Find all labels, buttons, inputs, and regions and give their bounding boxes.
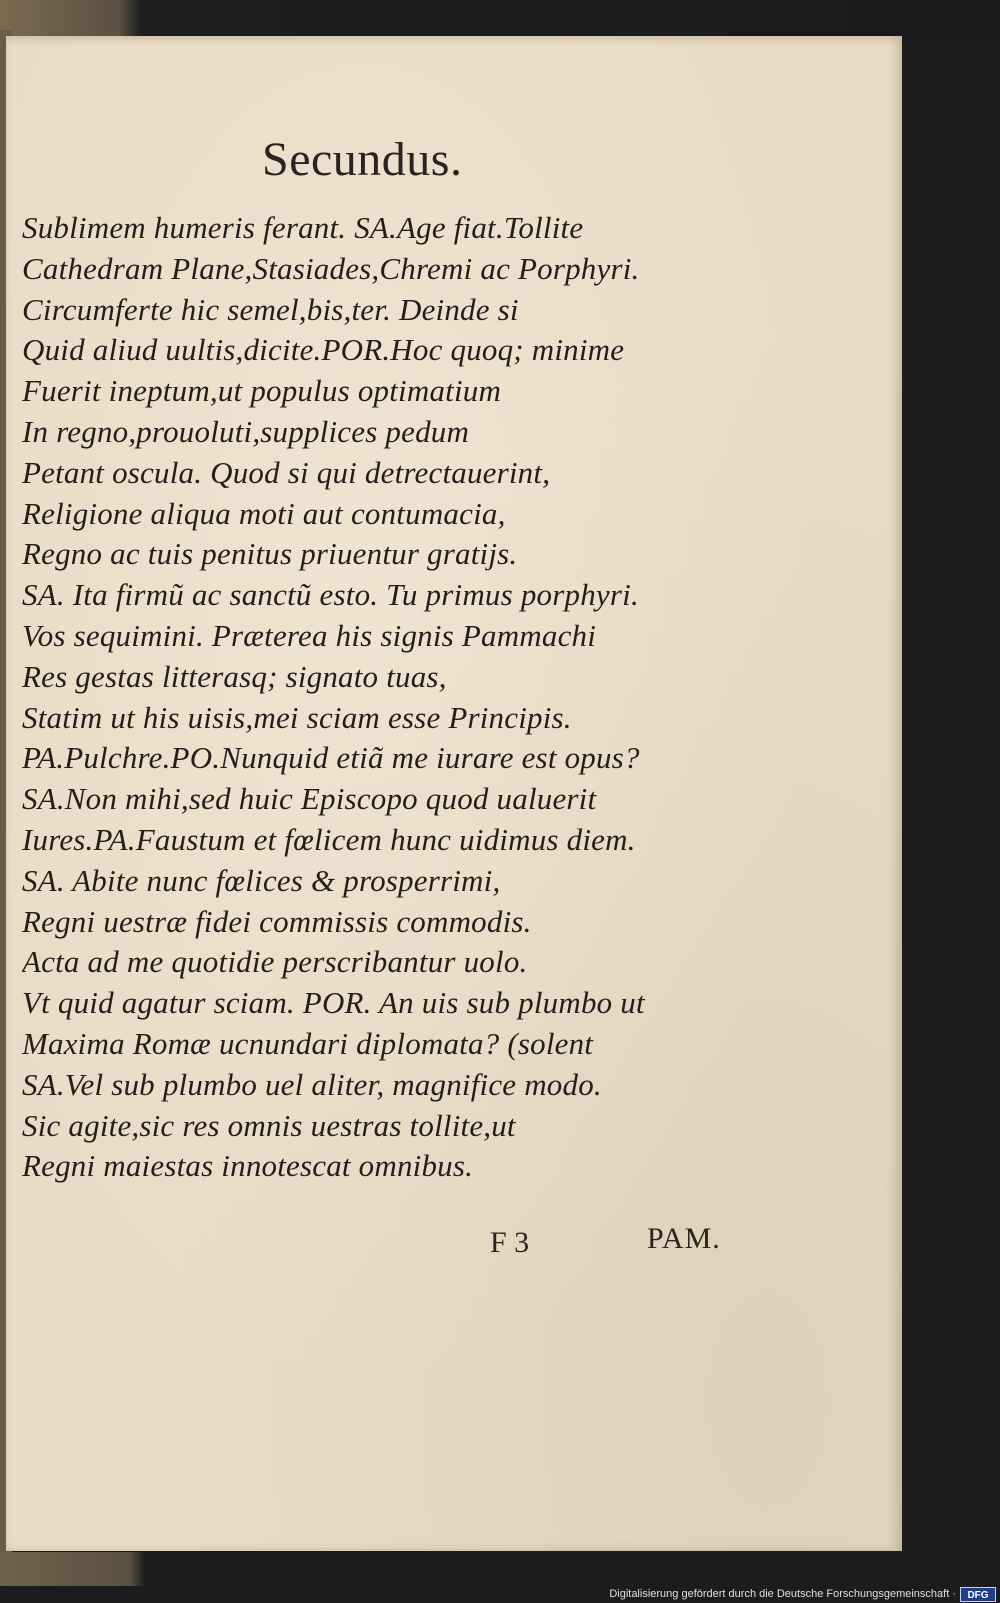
text-line: Petant oscula. Quod si qui detrectauerint, <box>22 454 551 490</box>
text-line: Circumferte hic semel,bis,ter. Deinde si <box>22 291 519 327</box>
text-line: SA.Vel sub plumbo uel aliter, magnifice modo. <box>22 1066 602 1102</box>
running-head: Secundus. <box>262 133 463 186</box>
text-line: Regni uestræ fidei commissis commodis. <box>22 903 532 939</box>
verse-text-block <box>22 208 742 1187</box>
dfg-logo: DFG <box>960 1587 996 1602</box>
text-line: Maxima Romæ ucnundari diplomata? (solent <box>22 1025 594 1061</box>
text-line: Cathedram Plane,Stasiades,Chremi ac Porphyri. <box>22 250 640 286</box>
text-line: Vt quid agatur sciam. POR. An uis sub plumbo ut <box>22 985 645 1021</box>
text-line: Acta ad me quotidie perscribantur uolo. <box>22 944 528 980</box>
text-line: Quid aliud uultis,dicite.POR.Hoc quoq; minime <box>22 332 625 368</box>
catchword: PAM. <box>647 1222 721 1255</box>
text-line: SA. Ita firmũ ac sanctũ esto. Tu primus porphyri. <box>22 577 639 613</box>
text-line: SA. Abite nunc fœlices & prosperrimi, <box>22 862 501 898</box>
text-line: Res gestas litterasq; signato tuas, <box>22 658 447 694</box>
text-line: Regno ac tuis penitus priuentur gratijs. <box>22 536 518 572</box>
text-line: Sic agite,sic res omnis uestras tollite,ut <box>22 1107 516 1143</box>
text-line: Fuerit ineptum,ut populus optimatium <box>22 373 502 409</box>
text-line: Iures.PA.Faustum et fœlicem hunc uidimus diem. <box>22 821 636 857</box>
text-line: SA.Non mihi,sed huic Episcopo quod ualuerit <box>22 781 597 817</box>
text-line: Regni maiestas innotescat omnibus. <box>22 1148 474 1184</box>
text-line: Statim ut his uisis,mei sciam esse Principis. <box>22 699 572 735</box>
scan-top-edge <box>0 0 1000 38</box>
funding-credit: Digitalisierung gefördert durch die Deutsche Forschungsgemeinschaft · <box>609 1588 956 1600</box>
text-line: PA.Pulchre.PO.Nunquid etiã me iurare est opus? <box>22 740 640 776</box>
text-line: In regno,prouoluti,supplices pedum <box>22 413 470 449</box>
text-line: Religione aliqua moti aut contumacia, <box>22 495 506 531</box>
text-line: Vos sequimini. Præterea his signis Pammachi <box>22 617 597 653</box>
signature-mark: F 3 <box>490 1226 530 1259</box>
scan-bottom-edge <box>0 1552 1000 1586</box>
text-line: Sublimem humeris ferant. SA.Age fiat.Tollite <box>22 210 584 245</box>
